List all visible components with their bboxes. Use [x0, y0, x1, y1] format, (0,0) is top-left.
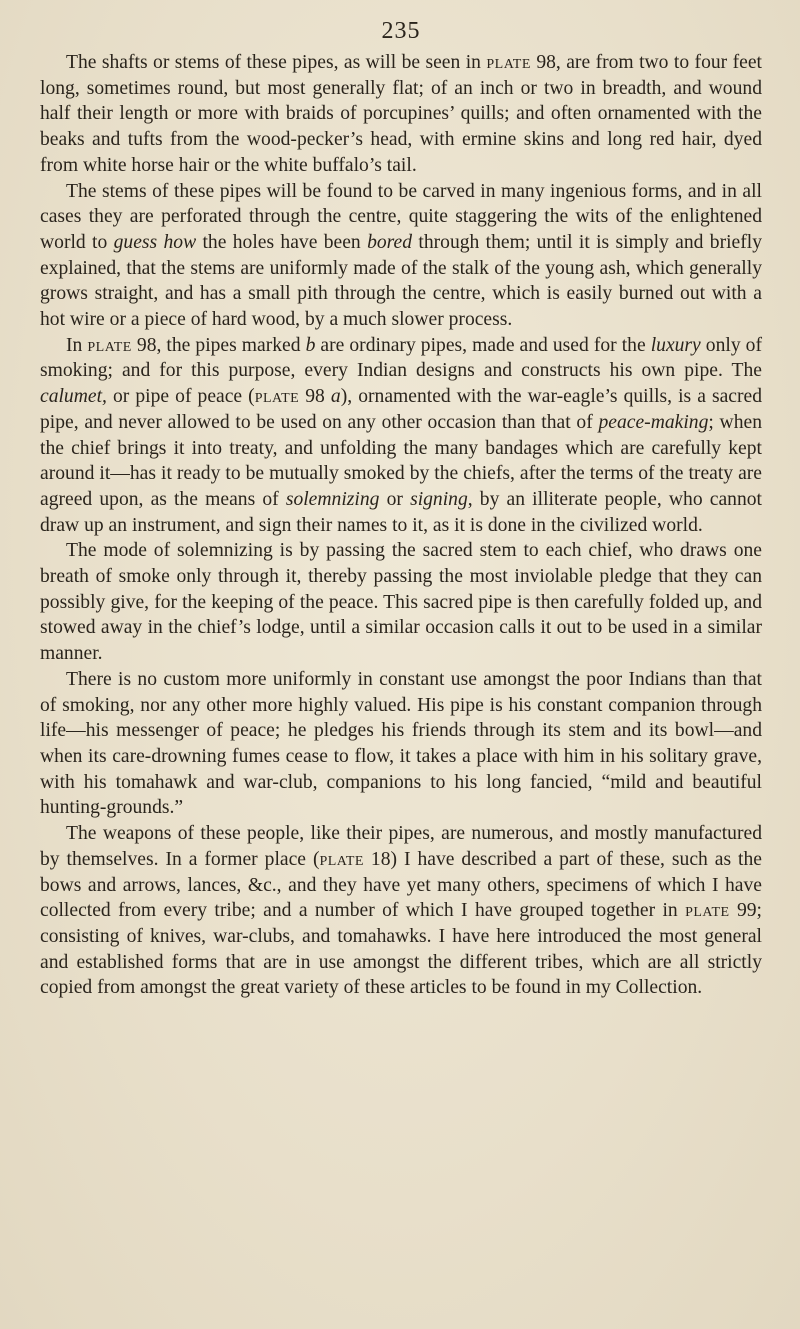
small-caps-text: plate: [254, 386, 300, 408]
paragraph: [40, 179, 762, 333]
text-run: or: [379, 488, 411, 510]
italic-text: solemnizing: [285, 488, 380, 510]
paragraph: [40, 333, 762, 539]
text-run: 98, are from two to four feet long, sometimes round, but most generally flat; of an inch or two in breadth, and wound half their length or more with braids of porcupines’ quills; and often ornamented with the beaks and tufts from the wood-pecker’s head, with ermine skins and long red hair, dyed from white horse hair or the white buffalo’s tail.: [40, 52, 762, 176]
text-run: 98: [299, 386, 331, 408]
text-run: the holes have been: [196, 231, 368, 253]
text-run: or pipe of peace (: [106, 386, 255, 408]
text-run: The stems of these pipes will be found to be carved in many ingenious forms, and in all cases they are perforated through the centre, quite staggering the wits of the enlightened world to: [40, 180, 762, 253]
text-run: ), ornamented with the war-eagle’s quills, is a sacred pipe, and never allowed to be used on any other occasion than that of: [40, 386, 763, 433]
paragraph: [40, 667, 762, 821]
small-caps-text: plate: [486, 52, 531, 73]
italic-text: guess how: [113, 231, 197, 253]
small-caps-text: plate: [87, 334, 132, 356]
body-text: [40, 50, 762, 1001]
book-page: [40, 0, 762, 1329]
paragraph: [40, 538, 762, 667]
text-run: through them; until it is simply and briefly explained, that the stems are uniformly made of the stalk of the young ash, which generally grows straight, and has a small pith through the centre, which is easily burned out with a hot wire or a piece of hard wood, by a much slower process.: [40, 231, 763, 331]
italic-text: calumet,: [40, 386, 107, 408]
text-run: ; when the chief brings it into treaty, and unfolding the many bandages which are carefully kept around it—has it ready to be mutually smoked by the chiefs, after the terms of the treaty are agreed upon, as the means of: [40, 411, 762, 510]
italic-text: a: [330, 386, 341, 408]
text-run: , by an illiterate people, who cannot draw up an instrument, and sign their names to it, as it is done in the civilized world.: [40, 488, 762, 536]
italic-text: b: [305, 334, 316, 356]
paragraph: [40, 50, 762, 179]
text-run: In: [66, 334, 88, 356]
text-run: The shafts or stems of these pipes, as will be seen in: [66, 52, 487, 73]
text-run: 18) I have described a part of these, such as the bows and arrows, lances, &c., and they have yet many others, specimens of which I have collected from every tribe; and a number of which I have grouped together in: [40, 848, 762, 922]
small-caps-text: plate: [685, 900, 730, 922]
small-caps-text: plate: [319, 848, 364, 870]
italic-text: peace-making: [598, 411, 709, 433]
paragraph: [40, 821, 762, 1001]
italic-text: signing: [410, 488, 468, 510]
text-run: The mode of solemnizing is by passing the sacred stem to each chief, who draws one breath of smoke only through it, thereby passing the most inviolable pledge that they can possibly give, for the keeping of the peace. This sacred pipe is then carefully folded up, and stowed away in the chief’s lodge, until a similar occasion calls it out to be used in a similar manner.: [40, 540, 762, 665]
page-number: 235: [381, 18, 421, 44]
italic-text: bored: [367, 231, 413, 253]
text-run: The weapons of these people, like their pipes, are numerous, and mostly manufactured by themselves. In a former place (: [40, 823, 762, 870]
text-run: 99; consisting of knives, war-clubs, and tomahawks. I have here introduced the most general and established forms that are in use amongst the different tribes, which are all strictly copied from amongst the great variety of these articles to be found in my Collection.: [40, 900, 762, 999]
text-run: are ordinary pipes, made and used for the: [315, 334, 651, 356]
italic-text: luxury: [650, 334, 701, 356]
text-run: 98, the pipes marked: [131, 334, 306, 356]
text-run: only of smoking; and for this purpose, every Indian designs and constructs his own pipe. The: [40, 334, 762, 382]
text-run: There is no custom more uniformly in constant use amongst the poor Indians than that of smoking, nor any other more highly valued. His pipe is his constant companion through life—his messenger of peace; he pledges his friends through its stem and its bowl—and when its care-drowning fumes cease to flow, it takes a place with him in his solitary grave, with his tomahawk and war-club, companions to his long fancied, “mild and beautiful hunting-grounds.”: [40, 668, 762, 819]
